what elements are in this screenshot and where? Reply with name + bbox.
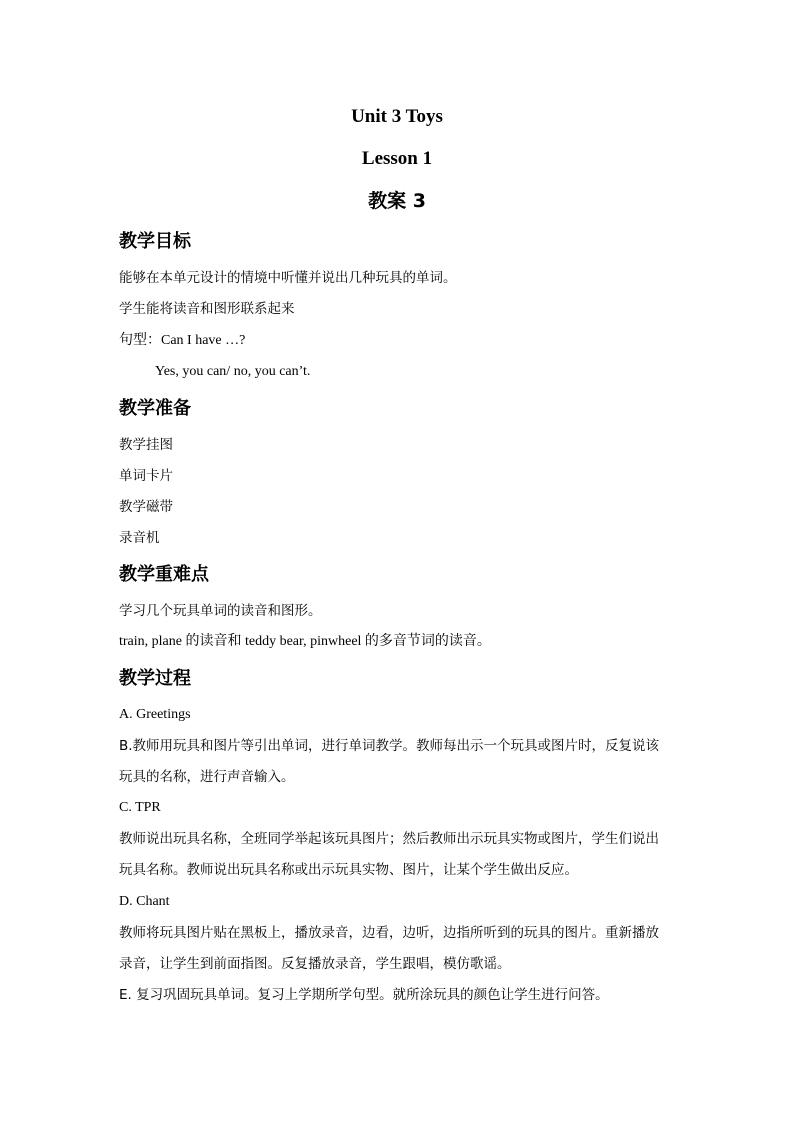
key-point-line-2: train, plane 的读音和 teddy bear, pinwheel 的多音节词的读音。 [119, 634, 491, 649]
process-line-7: D. Chant [119, 894, 170, 909]
heading-objectives: 教学目标 [119, 231, 191, 252]
preparation-line-1: 教学挂图 [119, 437, 173, 453]
process-line-8: 教师将玩具图片贴在黑板上，播放录音，边看，边听，边指所听到的玩具的图片。重新播放 [119, 925, 659, 941]
preparation-line-4: 录音机 [119, 530, 160, 546]
heading-preparation: 教学准备 [119, 398, 191, 419]
key-point-line-1: 学习几个玩具单词的读音和图形。 [119, 603, 322, 619]
process-line-5: 教师说出玩具名称，全班同学举起该玩具图片；然后教师出示玩具实物或图片，学生们说出 [119, 831, 659, 847]
process-line-6: 玩具名称。教师说出玩具名称或出示玩具实物、图片，让某个学生做出反应。 [119, 862, 578, 878]
process-line-9: 录音，让学生到前面指图。反复播放录音，学生跟唱，模仿歌谣。 [119, 956, 511, 972]
process-line-10: E. 复习巩固玩具单词。复习上学期所学句型。就所涂玩具的颜色让学生进行问答。 [119, 987, 609, 1003]
process-line-2: B.教师用玩具和图片等引出单词，进行单词教学。教师每出示一个玩具或图片时，反复说该 [119, 738, 660, 754]
document-title-plan: 教案 3 [368, 190, 426, 212]
process-line-1: A. Greetings [119, 707, 191, 722]
objective-line-4: Yes, you can/ no, you can’t. [155, 364, 311, 379]
objective-line-1: 能够在本单元设计的情境中听懂并说出几种玩具的单词。 [119, 270, 457, 286]
objective-line-2: 学生能将读音和图形联系起来 [119, 301, 295, 317]
document-title-lesson: Lesson 1 [361, 148, 433, 169]
heading-process: 教学过程 [119, 668, 191, 689]
preparation-line-3: 教学磁带 [119, 499, 173, 515]
process-line-4: C. TPR [119, 800, 161, 815]
objective-line-3: 句型：Can I have …? [119, 333, 246, 348]
document-title-unit: Unit 3 Toys [351, 106, 443, 127]
heading-key-points: 教学重难点 [119, 564, 209, 585]
process-line-3: 玩具的名称，进行声音输入。 [119, 769, 295, 785]
preparation-line-2: 单词卡片 [119, 468, 173, 484]
